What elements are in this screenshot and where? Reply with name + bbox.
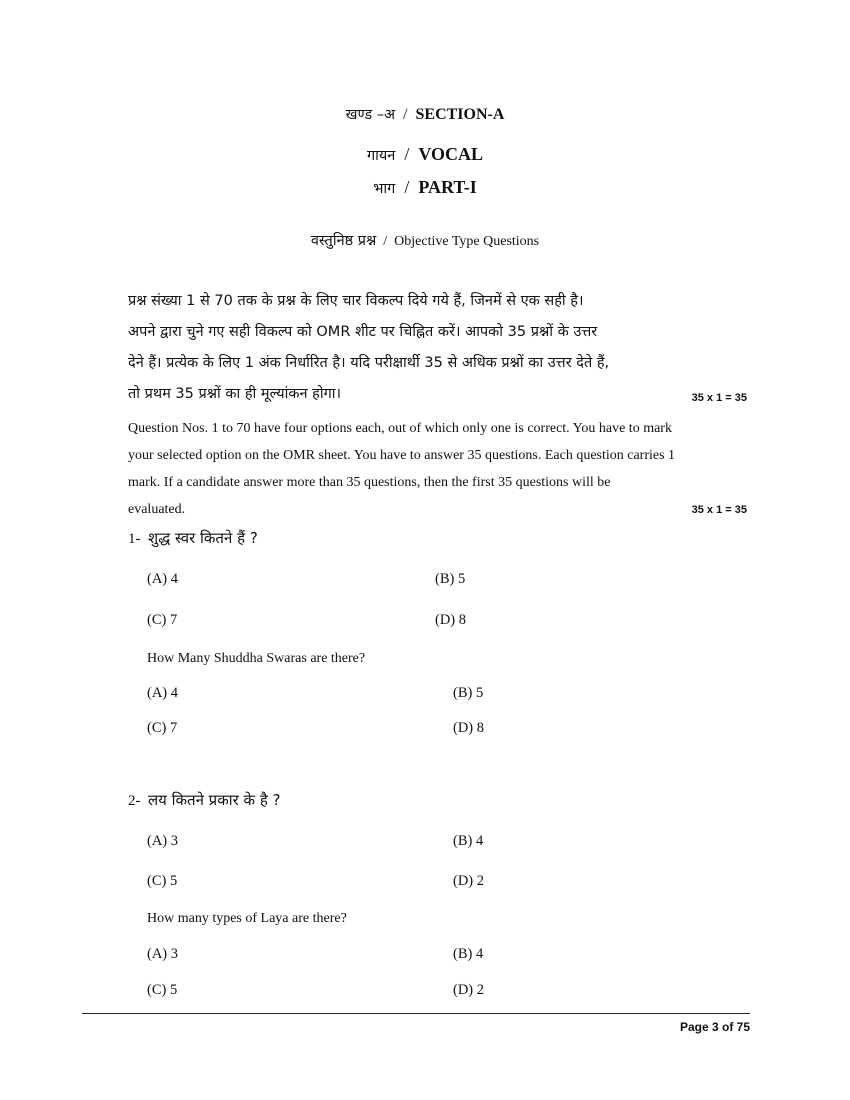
question-type-heading — [0, 230, 850, 250]
question-text-en: How many types of Laya are there? — [147, 911, 347, 926]
option-a-en: (A) 4 — [147, 685, 179, 701]
subject-heading — [0, 144, 850, 165]
option-b-en: (B) 4 — [453, 946, 484, 962]
footer-divider — [82, 1013, 750, 1014]
instruction-line: प्रश्न संख्या 1 से 70 तक के प्रश्न के लिए चार विकल्प दिये गये हैं, जिनमें से एक सही है। — [128, 293, 584, 309]
question-type-en: Objective Type Questions — [394, 234, 540, 249]
option-d-en: (D) 8 — [453, 720, 485, 736]
section-heading — [0, 104, 850, 124]
option-b-hi: (B) 5 — [435, 571, 466, 587]
part-heading — [0, 177, 850, 198]
page-number: Page 3 of 75 — [679, 1020, 750, 1034]
question-number: 1- — [128, 531, 141, 547]
option-c-hi: (C) 7 — [147, 612, 178, 628]
option-a-en: (A) 3 — [147, 946, 179, 962]
separator: / — [404, 144, 410, 164]
separator: / — [383, 234, 388, 249]
question-text-hi: लय कितने प्रकार के है ? — [148, 791, 281, 809]
option-d-en: (D) 2 — [453, 982, 485, 998]
marks-hindi: 35 x 1 = 35 — [691, 392, 747, 404]
section-heading-en: SECTION-A — [415, 106, 505, 123]
instructions-hindi — [128, 286, 748, 410]
option-b-hi: (B) 4 — [453, 833, 484, 849]
instruction-line: mark. If a candidate answer more than 35 questions, then the first 35 questions will be — [128, 475, 611, 490]
separator: / — [404, 177, 410, 197]
option-c-en: (C) 7 — [147, 720, 178, 736]
question-text-hi: शुद्ध स्वर कितने हैं ? — [148, 529, 258, 547]
option-a-hi: (A) 4 — [147, 571, 179, 587]
question-number: 2- — [128, 793, 141, 809]
instruction-line: देने हैं। प्रत्येक के लिए 1 अंक निर्धारित है। यदि परीक्षार्थी 35 से अधिक प्रश्नों का उत्तर देते हैं, — [128, 355, 610, 371]
subject-heading-en: VOCAL — [418, 144, 484, 164]
instruction-line: your selected option on the OMR sheet. You have to answer 35 questions. Each question carries 1 — [128, 448, 676, 463]
option-c-hi: (C) 5 — [147, 873, 178, 889]
section-heading-hi: खण्ड –अ — [345, 107, 396, 123]
separator: / — [403, 106, 408, 123]
question-text-en: How Many Shuddha Swaras are there? — [147, 651, 366, 666]
question-1 — [128, 528, 258, 548]
option-d-hi: (D) 2 — [453, 873, 485, 889]
option-c-en: (C) 5 — [147, 982, 178, 998]
instruction-line: evaluated. — [128, 502, 186, 517]
subject-heading-hi: गायन — [366, 148, 396, 164]
question-2 — [128, 790, 281, 810]
option-b-en: (B) 5 — [453, 685, 484, 701]
question-type-hi: वस्तुनिष्ठ प्रश्न — [310, 233, 377, 249]
instructions-english — [128, 415, 748, 523]
part-heading-hi: भाग — [373, 181, 396, 197]
instruction-line: अपने द्वारा चुने गए सही विकल्प को OMR शीट पर चिह्नित करें। आपको 35 प्रश्नों के उत्तर — [128, 324, 598, 340]
option-d-hi: (D) 8 — [435, 612, 467, 628]
part-heading-en: PART-I — [418, 177, 477, 197]
marks-english: 35 x 1 = 35 — [691, 504, 747, 516]
instruction-line: तो प्रथम 35 प्रश्नों का ही मूल्यांकन होगा। — [128, 386, 342, 402]
instruction-line: Question Nos. 1 to 70 have four options each, out of which only one is correct. You have to mark — [128, 421, 672, 436]
option-a-hi: (A) 3 — [147, 833, 179, 849]
